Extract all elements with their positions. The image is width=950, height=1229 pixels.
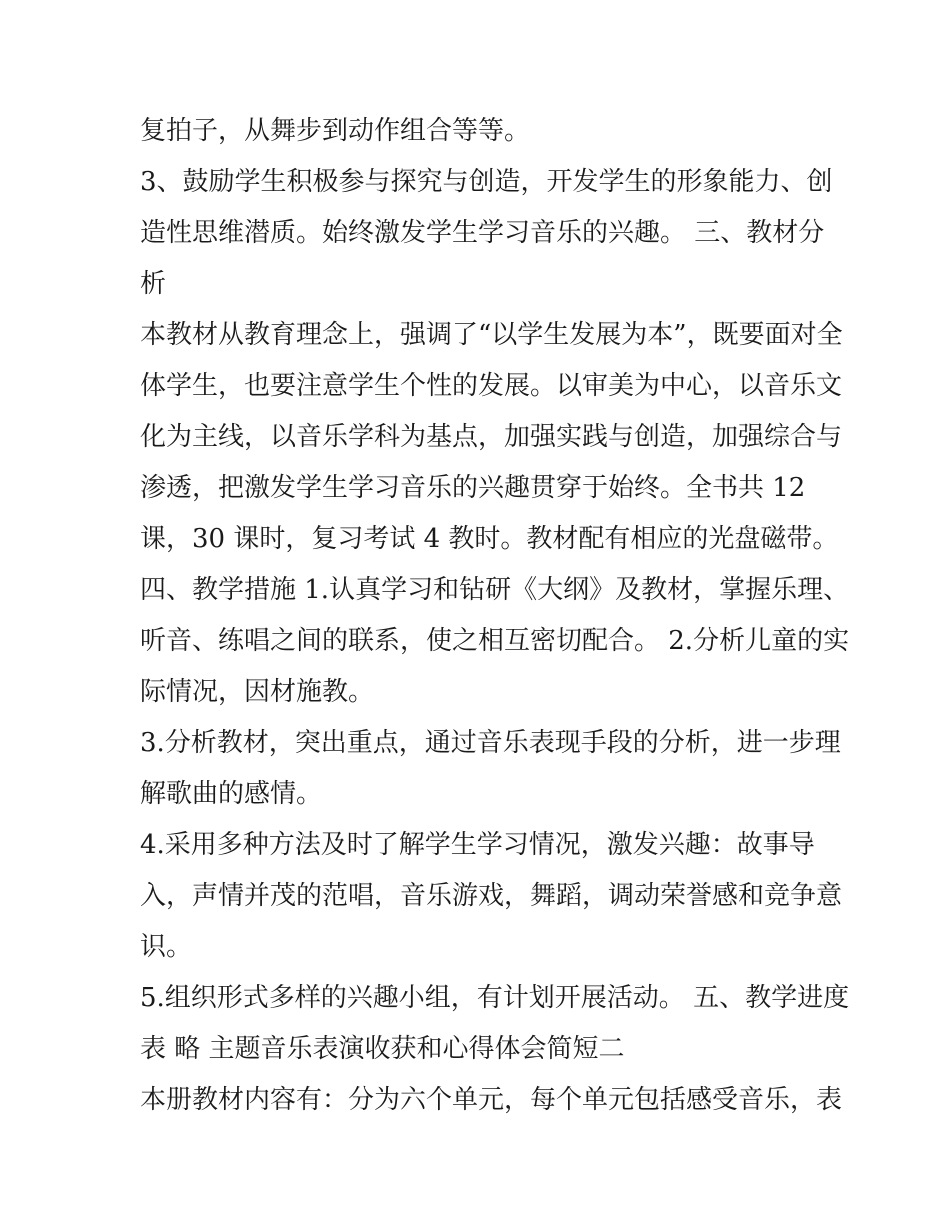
text-line: 听音、练唱之间的联系，使之相互密切配合。 2.分析儿童的实 [140, 626, 850, 656]
text-line: 造性思维潜质。始终激发学生学习音乐的兴趣。 三、教材分 [140, 218, 825, 248]
text-line: 课，30 课时，复习考试 4 教时。教材配有相应的光盘磁带。 [140, 524, 839, 554]
text-line: 5.组织形式多样的兴趣小组，有计划开展活动。 五、教学进度 [140, 983, 850, 1013]
text-line: 本教材从教育理念上，强调了“以学生发展为本”，既要面对全 [140, 320, 843, 350]
text-line: 化为主线，以音乐学科为基点，加强实践与创造，加强综合与 [140, 422, 843, 452]
text-line: 体学生，也要注意学生个性的发展。以审美为中心，以音乐文 [140, 371, 843, 401]
text-line: 4.采用多种方法及时了解学生学习情况，激发兴趣：故事导 [140, 830, 815, 860]
text-line: 四、教学措施 1.认真学习和钻研《大纲》及教材，掌握乐理、 [140, 575, 850, 605]
text-line: 识。 [140, 932, 193, 962]
text-line: 3.分析教材，突出重点，通过音乐表现手段的分析，进一步理 [140, 728, 841, 758]
text-line: 渗透，把激发学生学习音乐的兴趣贯穿于始终。全书共 12 [140, 473, 806, 503]
text-line: 3、鼓励学生积极参与探究与创造，开发学生的形象能力、创 [140, 167, 833, 197]
text-line: 际情况，因材施教。 [140, 677, 375, 707]
text-line: 复拍子，从舞步到动作组合等等。 [140, 116, 531, 146]
text-line: 析 [140, 269, 167, 299]
text-line: 入，声情并茂的范唱，音乐游戏，舞蹈，调动荣誉感和竞争意 [140, 881, 843, 911]
text-line: 表 略 主题音乐表演收获和心得体会简短二 [140, 1034, 625, 1064]
document-text-body [140, 106, 850, 1126]
text-line: 解歌曲的感情。 [140, 779, 323, 809]
text-line: 本册教材内容有：分为六个单元，每个单元包括感受音乐，表 [140, 1085, 843, 1115]
